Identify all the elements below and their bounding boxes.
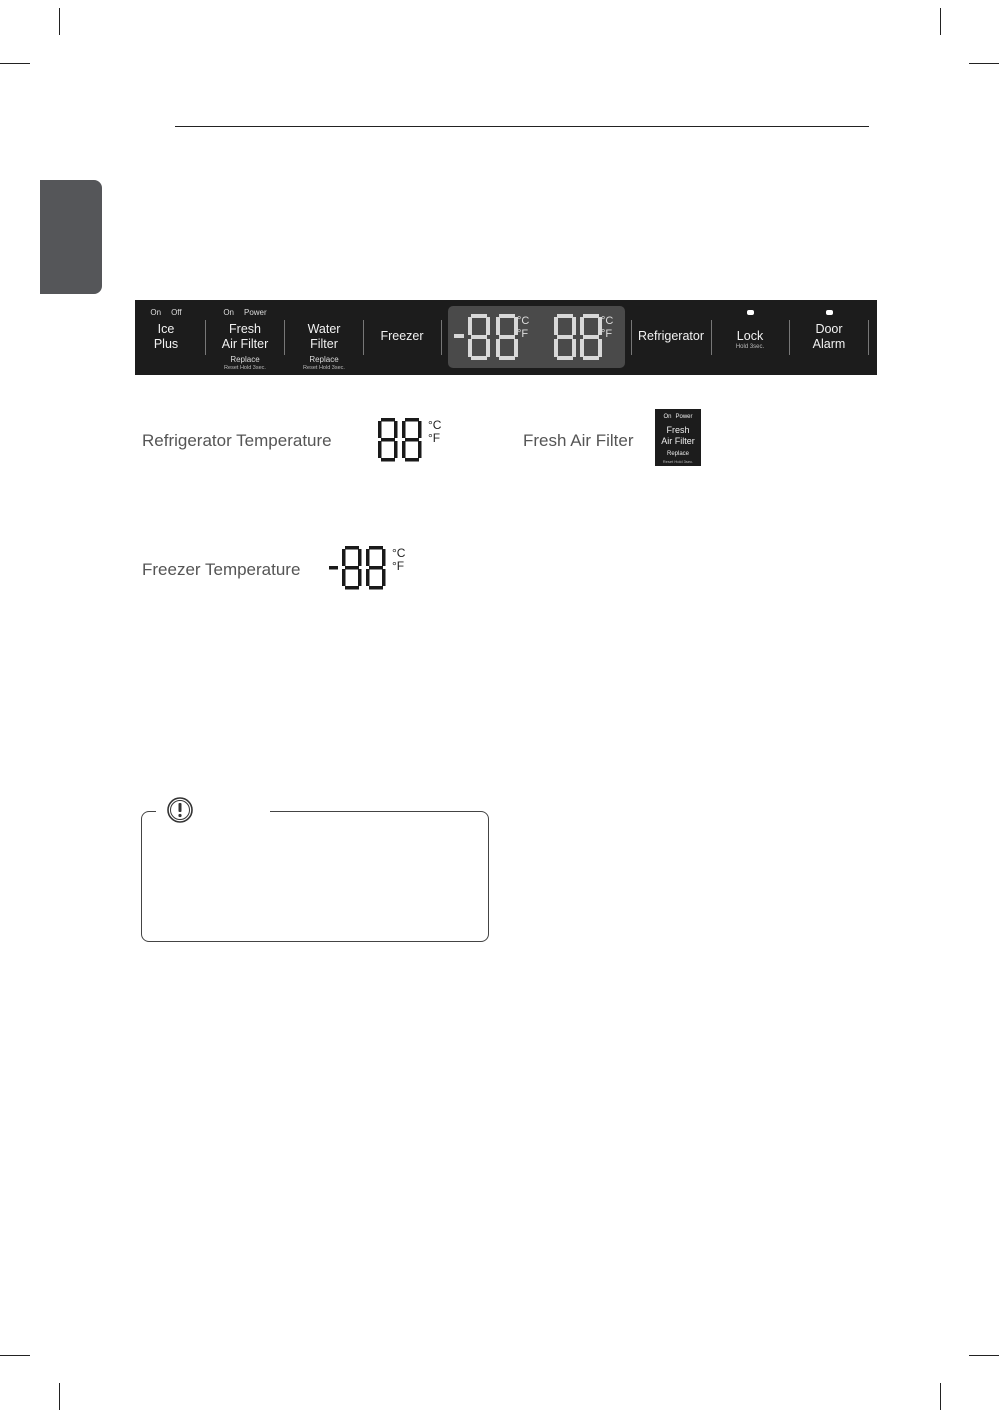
crop-mark [59,8,60,35]
crop-mark [940,1383,941,1410]
section-tab [40,180,102,294]
door-alarm-button[interactable] [793,300,865,375]
lock-indicator-led [747,310,754,315]
mini-replace-label: Replace [666,451,689,457]
door-alarm-line2: Alarm [812,337,846,351]
freezer-label: Freezer [380,329,424,343]
lock-label: Lock [736,329,764,343]
crop-mark [969,1355,999,1356]
fresh-air-on-label: On [223,308,234,317]
temperature-display [448,306,625,368]
exclamation-circle-icon [166,796,194,824]
separator [789,320,790,355]
lock-hold-label: Hold 3sec. [735,344,765,350]
note-box [141,811,489,942]
fresh-air-replace-label: Replace [230,355,260,364]
fresh-air-filter-legend-label: Fresh Air Filter [523,431,634,450]
crop-mark [0,63,30,64]
separator [441,320,442,355]
freezer-temperature-unit-f: °F [392,559,405,573]
separator [868,320,869,355]
ice-plus-line2: Plus [153,337,179,351]
refrigerator-unit-c: °C [601,315,614,327]
fresh-air-line2: Air Filter [221,337,269,351]
refrigerator-label: Refrigerator [638,329,704,343]
mini-indicators [655,414,701,420]
mini-line1: Fresh [666,425,690,435]
fresh-air-power-label: Power [243,308,267,317]
freezer-temperature-digits [329,546,393,592]
ice-plus-off-label: Off [171,308,182,317]
refrigerator-button[interactable] [633,300,709,375]
freezer-button[interactable] [367,300,437,375]
mini-label [655,425,701,447]
ice-plus-line1: Ice [157,322,175,336]
separator [205,320,206,355]
ice-plus-indicators [135,308,197,317]
fresh-air-filter-label [210,322,280,352]
refrigerator-temperature-unit-c: °C [428,418,442,432]
fresh-air-indicators [210,308,280,317]
fresh-air-filter-button[interactable] [210,300,280,375]
crop-mark [969,63,999,64]
mini-reset-label: Reset Hold 3sec. [662,459,694,464]
water-filter-button[interactable] [289,300,359,375]
freezer-unit-f: °F [517,328,529,340]
lock-button[interactable] [715,300,785,375]
refrigerator-unit-f: °F [601,328,613,340]
refrigerator-temperature-digits [378,418,428,464]
door-alarm-line1: Door [815,322,843,336]
freezer-temperature-unit-c: °C [392,546,406,560]
water-filter-line1: Water [307,322,341,336]
separator [631,320,632,355]
water-filter-replace-label: Replace [309,355,339,364]
freezer-temperature-label: Freezer Temperature [142,560,301,579]
fresh-air-filter-mini-button [655,409,701,466]
crop-mark [59,1383,60,1410]
crop-mark [940,8,941,35]
refrigerator-temperature-unit-f: °F [428,431,441,445]
water-filter-label [289,322,359,352]
header-rule [175,126,869,127]
separator [363,320,364,355]
water-filter-line2: Filter [310,337,338,351]
ice-plus-label [135,322,197,352]
control-panel [135,300,877,375]
separator [284,320,285,355]
mini-line2: Air Filter [661,436,695,446]
mini-on-label: On [663,414,672,420]
water-filter-reset-label: Reset Hold 3sec. [303,365,345,371]
door-alarm-indicator-led [826,310,833,315]
mini-power-label: Power [675,414,693,420]
crop-mark [0,1355,30,1356]
refrigerator-temperature-label: Refrigerator Temperature [142,431,332,450]
freezer-unit-c: °C [517,315,530,327]
ice-plus-button[interactable] [135,300,197,375]
fresh-air-line1: Fresh [229,322,261,336]
door-alarm-label [793,322,865,352]
fresh-air-reset-label: Reset Hold 3sec. [224,365,266,371]
ice-plus-on-label: On [150,308,162,317]
separator [711,320,712,355]
